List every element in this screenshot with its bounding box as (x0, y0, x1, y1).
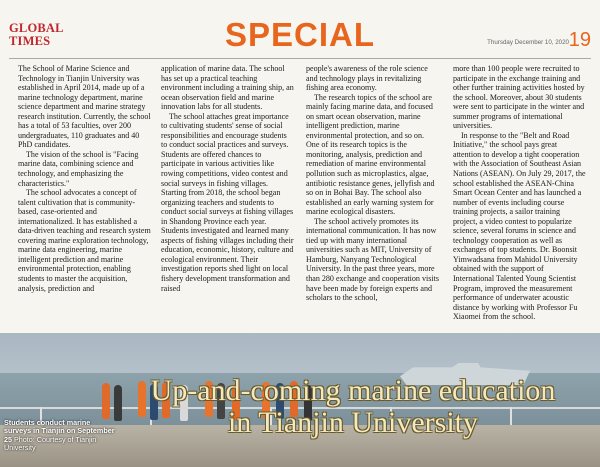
caption-bold: Students conduct marine surveys in Tianjin on September 25 (4, 418, 115, 444)
article-paragraph: The vision of the school is "Facing marine data, combining science and technology, and emphasizing the characteristics." (18, 149, 139, 188)
article-column-3 (306, 64, 439, 303)
headline (118, 375, 588, 439)
masthead (0, 0, 600, 60)
logo-line-2: TIMES (9, 34, 51, 48)
article-paragraph: The research topics of the school are mainly facing marine data, and focused on smart ocean observation, marine intelligent prediction, marine environmental protection, and so on. One of its research topics is the monitoring, analysis, prediction and remediation of marine environmental pollution such as microplastics, algae, antibiotic resistance genes, jellyfish and so on in Bohai Bay. The school also established an early warning system for marine ecological disasters. (306, 92, 435, 217)
article-column-4 (453, 64, 586, 322)
article-paragraph: more than 100 people were recruited to participate in the exchange training and other further training activities hosted by the school. Moreover, about 30 students were sent to participate in the winter and summer programs of international universities. (453, 64, 585, 131)
caption-credit: Photo: Courtesy of Tianjin University (4, 434, 97, 453)
photo-caption (4, 419, 116, 453)
page-number: 19 (568, 29, 591, 51)
section-title: SPECIAL (224, 16, 376, 53)
student-figure (102, 383, 110, 419)
article-paragraph: The school advocates a concept of talent cultivation that is community-based, case-oriented and internationalized. It has established a data-driven teaching and research system covering marine exploration technology, marine data engineering, marine intelligent prediction and marine environmental protection, enabling students to master the acquisition, analysis, prediction and (18, 188, 151, 293)
article-paragraph: application of marine data. The school has set up a practical teaching environment including a training ship, an ocean observation field and marine innovation labs for all students. (161, 64, 294, 112)
headline-line-1: Up-and-coming marine education (150, 374, 556, 407)
article-paragraph: The school attaches great importance to cultivating students' sense of social responsibilities and encourage students to conduct social practices and surveys. Students are offered chances to participate in various activities like rowing competitions, video contest and social surveys in fishing villages. Starting from 2018, the school began organizing teachers and students to conduct social surveys at fishing villages in Shandong Province each year. Students investigated and learned many aspects of fishing villages including their education, economic, history, culture and ecological environment. Their investigation reports shed light on local fishery development transformation and raised (161, 111, 294, 293)
header-divider (9, 58, 591, 59)
issue-date: Thursday December 10, 2020 (487, 39, 569, 46)
article-paragraph: people's awareness of the role science and technology plays in revitalizing fishing area economy. (306, 64, 428, 93)
headline-line-2: in Tianjin University (227, 406, 479, 439)
article-column-1 (18, 64, 151, 293)
logo-line-1: GLOBAL (9, 21, 64, 35)
article-paragraph: In response to the "Belt and Road Initiative," the school pays great attention to develop a tight cooperation with the Association of Southeast Asian Nations (ASEAN). On July 29, 2017, the school established the ASEAN-China Smart Ocean Center and has launched a number of events including course training projects, a sailor training project, a video contest to popularize science, several forums in science and technology cooperation as well as exchanges of top students. Dr. Boonsit Yimwadsana from Mahidol University obtained with the support of International Talented Young Scientist Program, improved the measurement performance of underwater acoustic distance by working with Professor Fu Xiaomei from the school. (453, 130, 586, 322)
article-paragraph: The School of Marine Science and Technology in Tianjin University was established in April 2014, made up of a marine technology department, marine science department and marine strategy research institution. Currently, the school has a total of 53 faculties, over 200 undergraduates, 110 graduates and 40 PhD candidates. (18, 64, 151, 150)
article-column-2 (161, 64, 294, 293)
article-paragraph: The school actively promotes its international communication. It has now tied up with many international universities such as MIT, University of Hamburg, Nanyang Technological University. In the past three years, more than 280 exchange and cooperation visits have been made by foreign experts and scholars to the school, (306, 216, 439, 303)
